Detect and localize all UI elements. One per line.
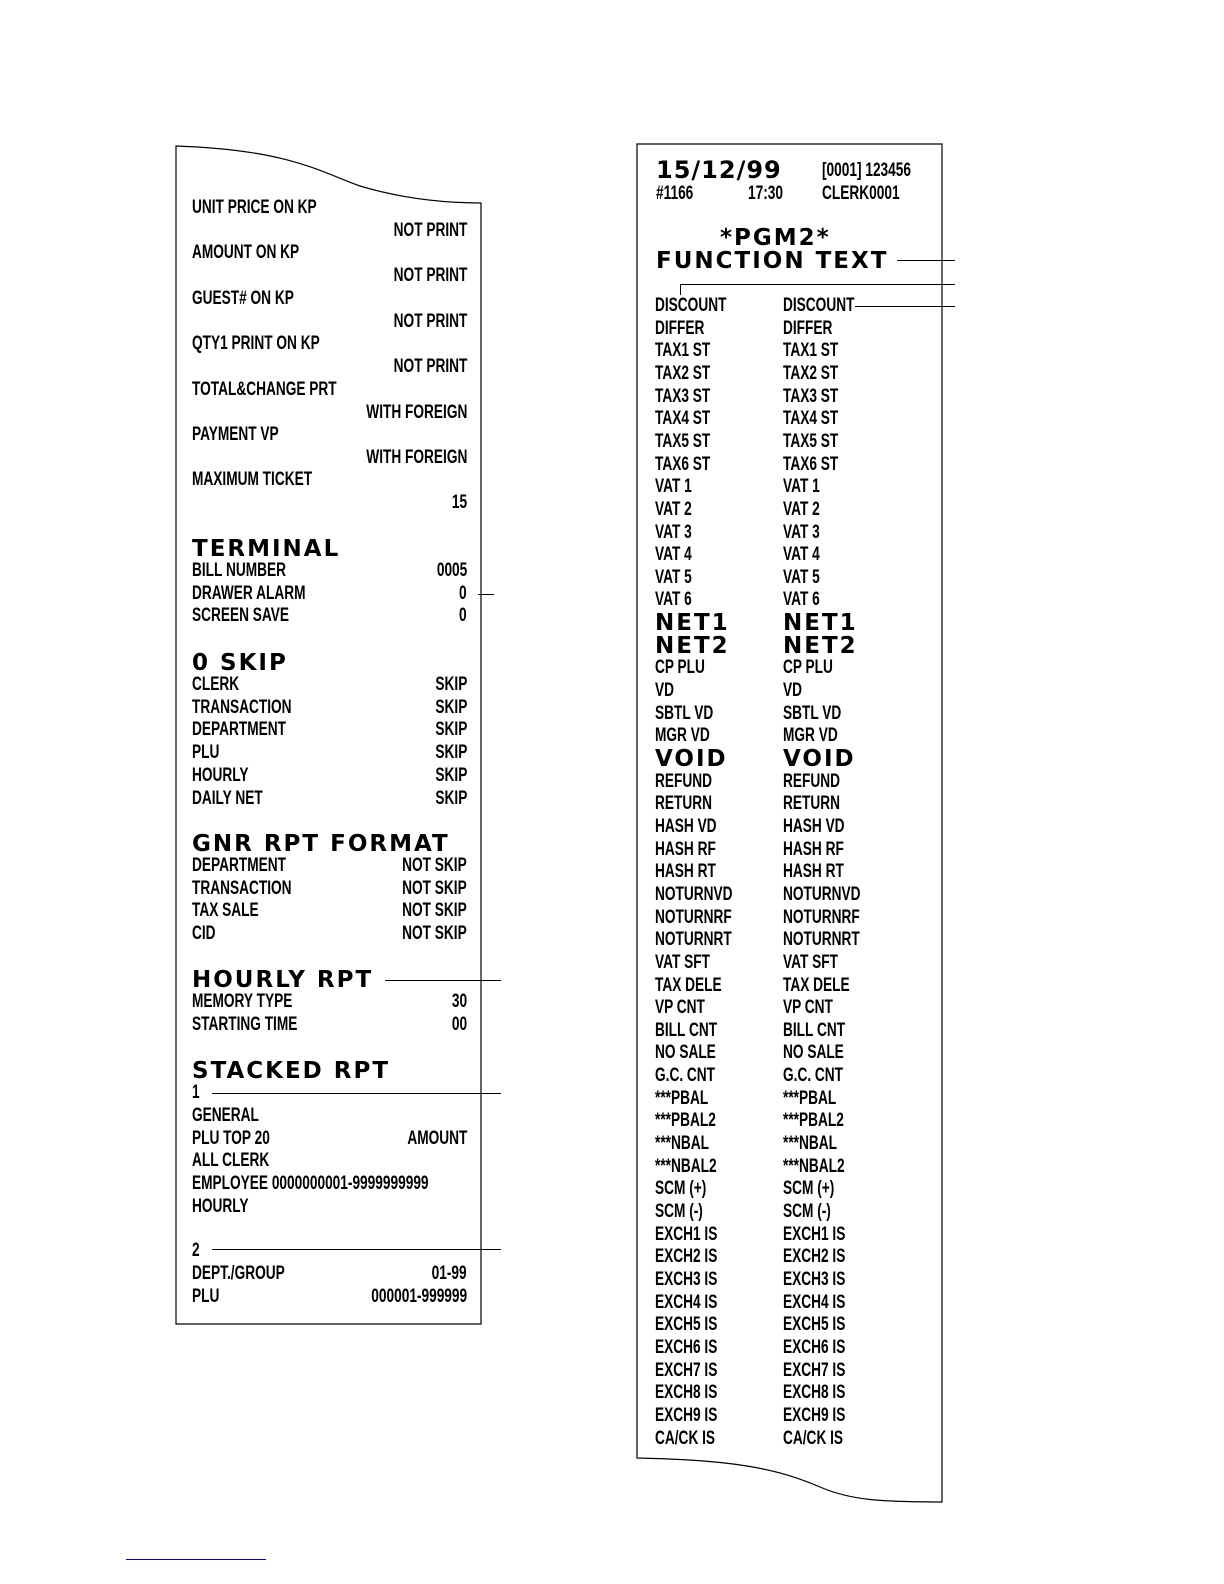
- kp-setting-value: 15: [451, 492, 467, 514]
- function-text: VAT 3: [783, 521, 820, 543]
- function-text: TAX3 ST: [783, 385, 839, 407]
- stacked-group2-row-label: DEPT./GROUP: [192, 1263, 285, 1284]
- hourly-rpt-row-value: 30: [451, 991, 467, 1012]
- kp-setting-value: NOT PRINT: [393, 265, 467, 287]
- callout-line-function-text: [897, 260, 955, 261]
- function-text: EXCH7 IS: [783, 1359, 846, 1381]
- section-heading-gnr-rpt-format: GNR RPT FORMAT: [192, 831, 450, 857]
- function-name: EXCH9 IS: [655, 1404, 718, 1426]
- function-text: ***NBAL: [783, 1133, 837, 1155]
- function-text: TAX2 ST: [783, 362, 839, 384]
- function-text: EXCH1 IS: [783, 1223, 846, 1245]
- zero-skip-row-value: SKIP: [435, 764, 467, 786]
- function-text: SCM (+): [783, 1178, 835, 1200]
- function-name: ***PBAL2: [655, 1110, 716, 1132]
- function-text: VP CNT: [783, 997, 833, 1019]
- function-name: EXCH6 IS: [655, 1336, 718, 1358]
- function-text: VD: [783, 680, 803, 702]
- function-name: CP PLU: [655, 657, 705, 679]
- function-name: VP CNT: [655, 997, 705, 1019]
- zero-skip-row-value: SKIP: [435, 742, 467, 764]
- function-name: ***NBAL2: [655, 1155, 717, 1177]
- function-text: EXCH8 IS: [783, 1382, 846, 1404]
- function-text: SCM (-): [783, 1201, 831, 1222]
- callout-line-drawer-alarm: [478, 594, 494, 595]
- function-text: TAX4 ST: [783, 408, 839, 430]
- function-text: TAX5 ST: [783, 430, 839, 452]
- callout-line-function-name: [680, 284, 955, 285]
- function-name: SBTL VD: [655, 702, 714, 724]
- function-text: NO SALE: [783, 1042, 844, 1064]
- kp-setting-value: NOT PRINT: [393, 220, 467, 241]
- function-text: NOTURNRF: [783, 906, 860, 928]
- kp-setting-value: WITH FOREIGN: [365, 401, 467, 423]
- kp-setting-label: UNIT PRICE ON KP: [192, 197, 317, 218]
- function-name: DISCOUNT: [655, 295, 727, 316]
- function-text: HASH RF: [783, 838, 844, 860]
- stacked-group1-row-label: HOURLY: [192, 1195, 249, 1217]
- gnr-format-row-value: NOT SKIP: [402, 923, 467, 945]
- zero-skip-row-label: DAILY NET: [192, 787, 263, 809]
- terminal-row-label: BILL NUMBER: [192, 560, 286, 581]
- function-text: RETURN: [783, 793, 841, 815]
- function-text: MGR VD: [783, 725, 838, 747]
- function-name: RETURN: [655, 793, 713, 815]
- register-id: [0001] 123456: [822, 160, 911, 181]
- kp-setting-label: TOTAL&CHANGE PRT: [192, 378, 337, 400]
- section-heading-zero-skip: 0 SKIP: [192, 650, 288, 676]
- kp-setting-label: AMOUNT ON KP: [192, 242, 300, 264]
- kp-setting-value: NOT PRINT: [393, 356, 467, 378]
- function-name: VAT 5: [655, 566, 692, 588]
- function-name: EXCH8 IS: [655, 1382, 718, 1404]
- terminal-row-label: SCREEN SAVE: [192, 605, 290, 627]
- hourly-rpt-row-label: STARTING TIME: [192, 1013, 298, 1035]
- function-text: SBTL VD: [783, 702, 842, 724]
- function-text: ***NBAL2: [783, 1155, 845, 1177]
- receipt-time: 17:30: [748, 183, 783, 204]
- kp-setting-value: WITH FOREIGN: [365, 447, 467, 468]
- function-name: TAX3 ST: [655, 385, 711, 407]
- function-text: NOTURNVD: [783, 883, 861, 905]
- function-text: ***PBAL: [783, 1087, 837, 1109]
- callout-tick-function-name: [680, 284, 681, 295]
- function-text: G.C. CNT: [783, 1065, 844, 1087]
- hourly-rpt-row-label: MEMORY TYPE: [192, 991, 293, 1012]
- function-text: EXCH9 IS: [783, 1404, 846, 1426]
- callout-line-stacked-group-1: [212, 1093, 501, 1094]
- section-heading-hourly-rpt: HOURLY RPT: [192, 967, 374, 993]
- stacked-group2-row-value: 01-99: [432, 1263, 467, 1284]
- function-name: EXCH7 IS: [655, 1359, 718, 1381]
- function-text: REFUND: [783, 770, 841, 792]
- function-name: SCM (-): [655, 1201, 703, 1222]
- function-name: TAX DELE: [655, 974, 722, 996]
- mode-title: *PGM2*: [720, 225, 831, 251]
- function-name: TAX6 ST: [655, 453, 711, 475]
- function-name: NET1: [655, 610, 730, 637]
- kp-setting-label: PAYMENT VP: [192, 424, 279, 445]
- zero-skip-row-value: SKIP: [435, 719, 467, 741]
- function-name: EXCH2 IS: [655, 1246, 718, 1268]
- kp-setting-value: NOT PRINT: [393, 310, 467, 332]
- function-text: NET1: [783, 610, 858, 637]
- function-text: VAT SFT: [783, 951, 838, 973]
- terminal-row-value: 0: [459, 582, 467, 604]
- stacked-group1-row-value: AMOUNT: [406, 1127, 467, 1149]
- gnr-format-row-value: NOT SKIP: [402, 877, 467, 899]
- function-text: ***PBAL2: [783, 1110, 844, 1132]
- function-name: NOTURNRF: [655, 906, 732, 928]
- function-text: EXCH3 IS: [783, 1268, 846, 1290]
- function-text: VOID: [783, 746, 856, 772]
- stacked-group2-row-label: PLU: [192, 1285, 220, 1307]
- function-name: ***PBAL: [655, 1087, 709, 1109]
- zero-skip-row-value: SKIP: [435, 787, 467, 809]
- function-text: CP PLU: [783, 657, 833, 679]
- function-name: BILL CNT: [655, 1019, 718, 1041]
- function-text: TAX6 ST: [783, 453, 839, 475]
- terminal-row-value: 0: [459, 605, 467, 627]
- function-name: G.C. CNT: [655, 1065, 716, 1087]
- function-name: NET2: [655, 632, 730, 659]
- function-text: EXCH2 IS: [783, 1246, 846, 1268]
- function-text: EXCH6 IS: [783, 1336, 846, 1358]
- stacked-group1-row-label: GENERAL: [192, 1105, 259, 1126]
- function-name: TAX5 ST: [655, 430, 711, 452]
- zero-skip-row-label: HOURLY: [192, 764, 249, 786]
- function-text: TAX1 ST: [783, 340, 839, 362]
- function-text: DIFFER: [783, 317, 833, 339]
- hourly-rpt-row-value: 00: [451, 1013, 467, 1035]
- function-name: EXCH3 IS: [655, 1268, 718, 1290]
- section-heading-terminal: TERMINAL: [192, 536, 341, 562]
- function-name: EXCH4 IS: [655, 1291, 718, 1313]
- function-name: EXCH5 IS: [655, 1314, 718, 1336]
- function-text: DISCOUNT: [783, 295, 855, 316]
- receipt-date: 15/12/99: [656, 156, 782, 184]
- stacked-group-number: 1: [192, 1082, 200, 1103]
- function-name: HASH RT: [655, 861, 716, 883]
- function-name: SCM (+): [655, 1178, 707, 1200]
- function-name: HASH VD: [655, 815, 717, 837]
- function-name: MGR VD: [655, 725, 710, 747]
- job-title: FUNCTION TEXT: [656, 248, 889, 274]
- function-text: VAT 5: [783, 566, 820, 588]
- function-text: EXCH4 IS: [783, 1291, 846, 1313]
- function-name: VAT 3: [655, 521, 692, 543]
- function-text: TAX DELE: [783, 974, 850, 996]
- function-text: HASH VD: [783, 815, 845, 837]
- function-name: VAT SFT: [655, 951, 710, 973]
- stacked-group1-row-label: ALL CLERK: [192, 1150, 270, 1172]
- function-name: TAX4 ST: [655, 408, 711, 430]
- function-name: NOTURNVD: [655, 883, 733, 905]
- gnr-format-row-label: TRANSACTION: [192, 877, 292, 899]
- function-text: HASH RT: [783, 861, 844, 883]
- zero-skip-row-label: PLU: [192, 742, 220, 764]
- zero-skip-row-value: SKIP: [435, 674, 467, 695]
- kp-setting-label: GUEST# ON KP: [192, 287, 294, 309]
- function-text: VAT 6: [783, 589, 820, 611]
- zero-skip-row-label: DEPARTMENT: [192, 719, 286, 741]
- function-text: NOTURNRT: [783, 929, 860, 951]
- consecutive-number: #1166: [656, 183, 694, 204]
- gnr-format-row-value: NOT SKIP: [402, 900, 467, 922]
- function-name: HASH RF: [655, 838, 716, 860]
- callout-line-stacked-group-2: [212, 1249, 501, 1250]
- stacked-group1-row-label: PLU TOP 20: [192, 1127, 270, 1149]
- function-text: BILL CNT: [783, 1019, 846, 1041]
- gnr-format-row-value: NOT SKIP: [402, 855, 467, 876]
- gnr-format-row-label: TAX SALE: [192, 900, 259, 922]
- function-text: VAT 1: [783, 476, 820, 498]
- function-name: VAT 4: [655, 544, 692, 566]
- zero-skip-row-value: SKIP: [435, 696, 467, 718]
- function-name: DIFFER: [655, 317, 705, 339]
- kp-setting-label: MAXIMUM TICKET: [192, 469, 313, 491]
- function-name: TAX1 ST: [655, 340, 711, 362]
- function-name: REFUND: [655, 770, 713, 792]
- function-text: VAT 4: [783, 544, 820, 566]
- function-name: VAT 2: [655, 498, 692, 520]
- kp-setting-label: QTY1 PRINT ON KP: [192, 333, 320, 355]
- function-name: VOID: [655, 746, 728, 772]
- function-text: CA/CK IS: [783, 1427, 844, 1449]
- clerk-name: CLERK0001: [822, 183, 900, 204]
- stacked-group-number: 2: [192, 1240, 200, 1261]
- footer-rule: [126, 1559, 266, 1560]
- section-heading-stacked-rpt: STACKED RPT: [192, 1058, 391, 1084]
- function-text: EXCH5 IS: [783, 1314, 846, 1336]
- function-name: CA/CK IS: [655, 1427, 716, 1449]
- function-name: NO SALE: [655, 1042, 716, 1064]
- function-name: VAT 6: [655, 589, 692, 611]
- terminal-row-label: DRAWER ALARM: [192, 582, 306, 604]
- function-name: TAX2 ST: [655, 362, 711, 384]
- gnr-format-row-label: DEPARTMENT: [192, 855, 286, 876]
- function-text: NET2: [783, 632, 858, 659]
- zero-skip-row-label: CLERK: [192, 674, 240, 695]
- function-name: ***NBAL: [655, 1133, 709, 1155]
- function-name: VAT 1: [655, 476, 692, 498]
- stacked-group2-row-value: 000001-999999: [371, 1285, 467, 1307]
- gnr-format-row-label: CID: [192, 923, 216, 945]
- callout-line-function-text-value: [855, 306, 955, 307]
- function-name: EXCH1 IS: [655, 1223, 718, 1245]
- function-name: VD: [655, 680, 675, 702]
- callout-line-hourly-rpt: [385, 980, 501, 981]
- zero-skip-row-label: TRANSACTION: [192, 696, 292, 718]
- stacked-group1-row-label: EMPLOYEE 0000000001-9999999999: [192, 1173, 429, 1195]
- function-name: NOTURNRT: [655, 929, 732, 951]
- function-text: VAT 2: [783, 498, 820, 520]
- terminal-row-value: 0005: [436, 560, 467, 581]
